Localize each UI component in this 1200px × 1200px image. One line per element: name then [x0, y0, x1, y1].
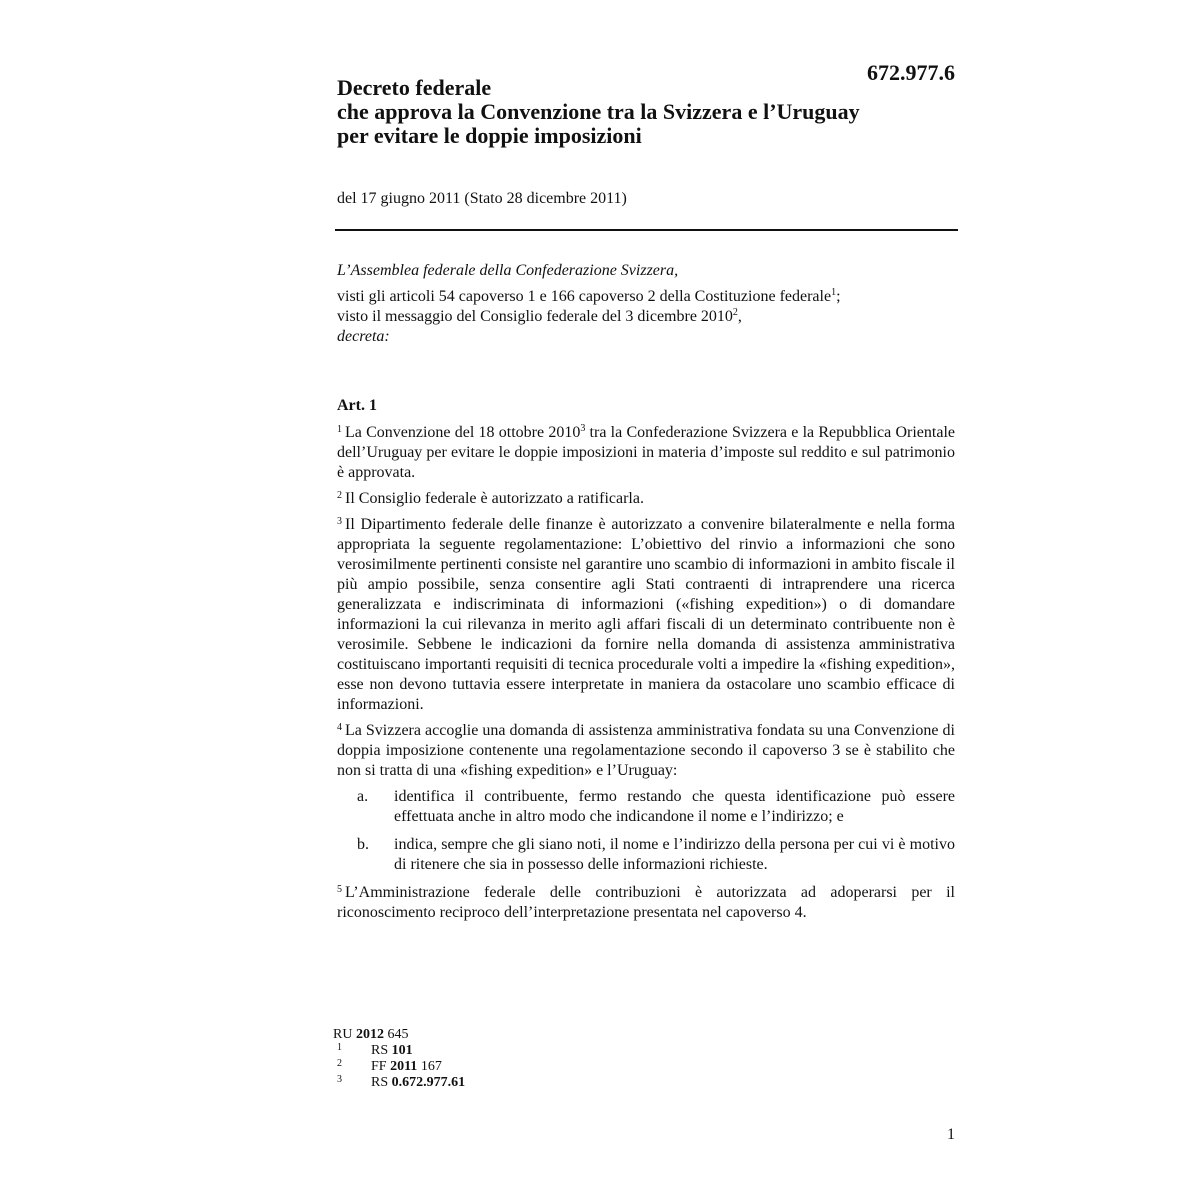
preamble: [337, 261, 957, 347]
footnote-number: 2: [337, 1058, 342, 1069]
preamble-decreta: decreta:: [337, 328, 390, 345]
paragraph-number: 3: [337, 516, 342, 527]
preamble-assembly: L’Assemblea federale della Confederazione Svizzera,: [337, 262, 679, 279]
paragraph-number: 5: [337, 884, 342, 895]
list-text: identifica il contribuente, fermo restando che questa identificazione può essere effettuata anche in altro modo che indicandone il nome e l’indirizzo; e: [394, 788, 955, 825]
footnote-item: [333, 1059, 633, 1075]
footnote-number: 1: [337, 1042, 342, 1053]
date-line: del 17 giugno 2011 (Stato 28 dicembre 2011): [337, 190, 627, 207]
footnote-item: [333, 1043, 633, 1059]
preamble-basis-2: visto il messaggio del Consiglio federale del 3 dicembre 2010$^2$,: [337, 307, 742, 325]
list-letter: b.: [357, 836, 369, 853]
footnote-text: FF 2011 167: [371, 1059, 442, 1074]
list-item: [337, 787, 955, 827]
footnote-text: RS 101: [371, 1043, 413, 1058]
paragraph-3: $^3$ Il Dipartimento federale delle finanze è autorizzato a convenire bilateralmente e nella forma appropriata la seguente regolamentazione: L’obiettivo del rinvio a informazioni che sono verosimilmente pertinenti consiste nel garantire uno scambio di informazioni in ambito fiscale il più ampio possibile, senza consentire agli Stati contraenti di intraprendere una ricerca generalizzata e indiscriminata di informazioni («fishing expedition») o di domandare informazioni la cui rilevanza in merito agli affari fiscali di un determinato contribuente non è verosimile. Sebbene le indicazioni da fornire nella domanda di assistenza amministrativa costituiscano importanti requisiti di tecnica procedurale volti a impedire la «fishing expedition», esse non devono tuttavia essere interpretate in maniera da ostacolare uno scambio efficace di informazioni.: [337, 516, 955, 713]
footnote-text: RS 0.672.977.61: [371, 1075, 466, 1090]
paragraph-2: $^2$ Il Consiglio federale è autorizzato a ratificarla.: [337, 490, 644, 507]
page-number: 1: [947, 1126, 955, 1143]
paragraph-1: $^1$ La Convenzione del 18 ottobre 2010$^3$ tra la Confederazione Svizzera e la Repubblica Orientale dell’Uruguay per evitare le doppie imposizioni in materia d’imposte sul reddito e sul patrimonio è approvata.: [337, 423, 955, 481]
footnote-ref[interactable]: 2: [732, 307, 738, 318]
title-line: per evitare le doppie imposizioni: [337, 123, 642, 148]
paragraph-4: $^4$ La Svizzera accoglie una domanda di assistenza amministrativa fondata su una Convenzione di doppia imposizione contenente una regolamentazione secondo il capoverso 3 se è stabilito che non si tratta di una «fishing expedition» e l’Uruguay:: [337, 722, 955, 779]
article-body: [337, 423, 955, 929]
list-text: indica, sempre che gli siano noti, il nome e l’indirizzo della persona per cui vi è motivo di ritenere che sia in possesso delle informazioni richieste.: [394, 836, 955, 873]
footnote-number: 3: [337, 1074, 342, 1085]
paragraph-number: 2: [337, 490, 342, 501]
ru-reference: RU 2012 645: [333, 1027, 409, 1042]
title-line: Decreto federale: [337, 75, 492, 100]
list-letter: a.: [357, 788, 369, 805]
title-line: che approva la Convenzione tra la Svizzera e l’Uruguay: [337, 99, 860, 124]
preamble-basis-1: visti gli articoli 54 capoverso 1 e 166 capoverso 2 della Costituzione federale$^1$;: [337, 287, 841, 305]
paragraph-number: 1: [337, 424, 342, 435]
list-item: [337, 835, 955, 875]
paragraph-number: 4: [337, 722, 342, 733]
footnote-ref[interactable]: 1: [831, 287, 837, 298]
document-title: [337, 76, 937, 148]
paragraph-5: $^5$ L’Amministrazione federale delle contribuzioni è autorizzata ad adoperarsi per il riconoscimento reciproco dell’interpretazione presentata nel capoverso 4.: [337, 884, 955, 921]
sr-number: 672.977.6: [867, 60, 955, 85]
footnotes: [333, 1027, 633, 1091]
article-title: Art. 1: [337, 397, 377, 414]
horizontal-divider: [335, 229, 958, 231]
footnote-item: [333, 1075, 633, 1091]
footnote-ref[interactable]: 3: [580, 423, 586, 434]
